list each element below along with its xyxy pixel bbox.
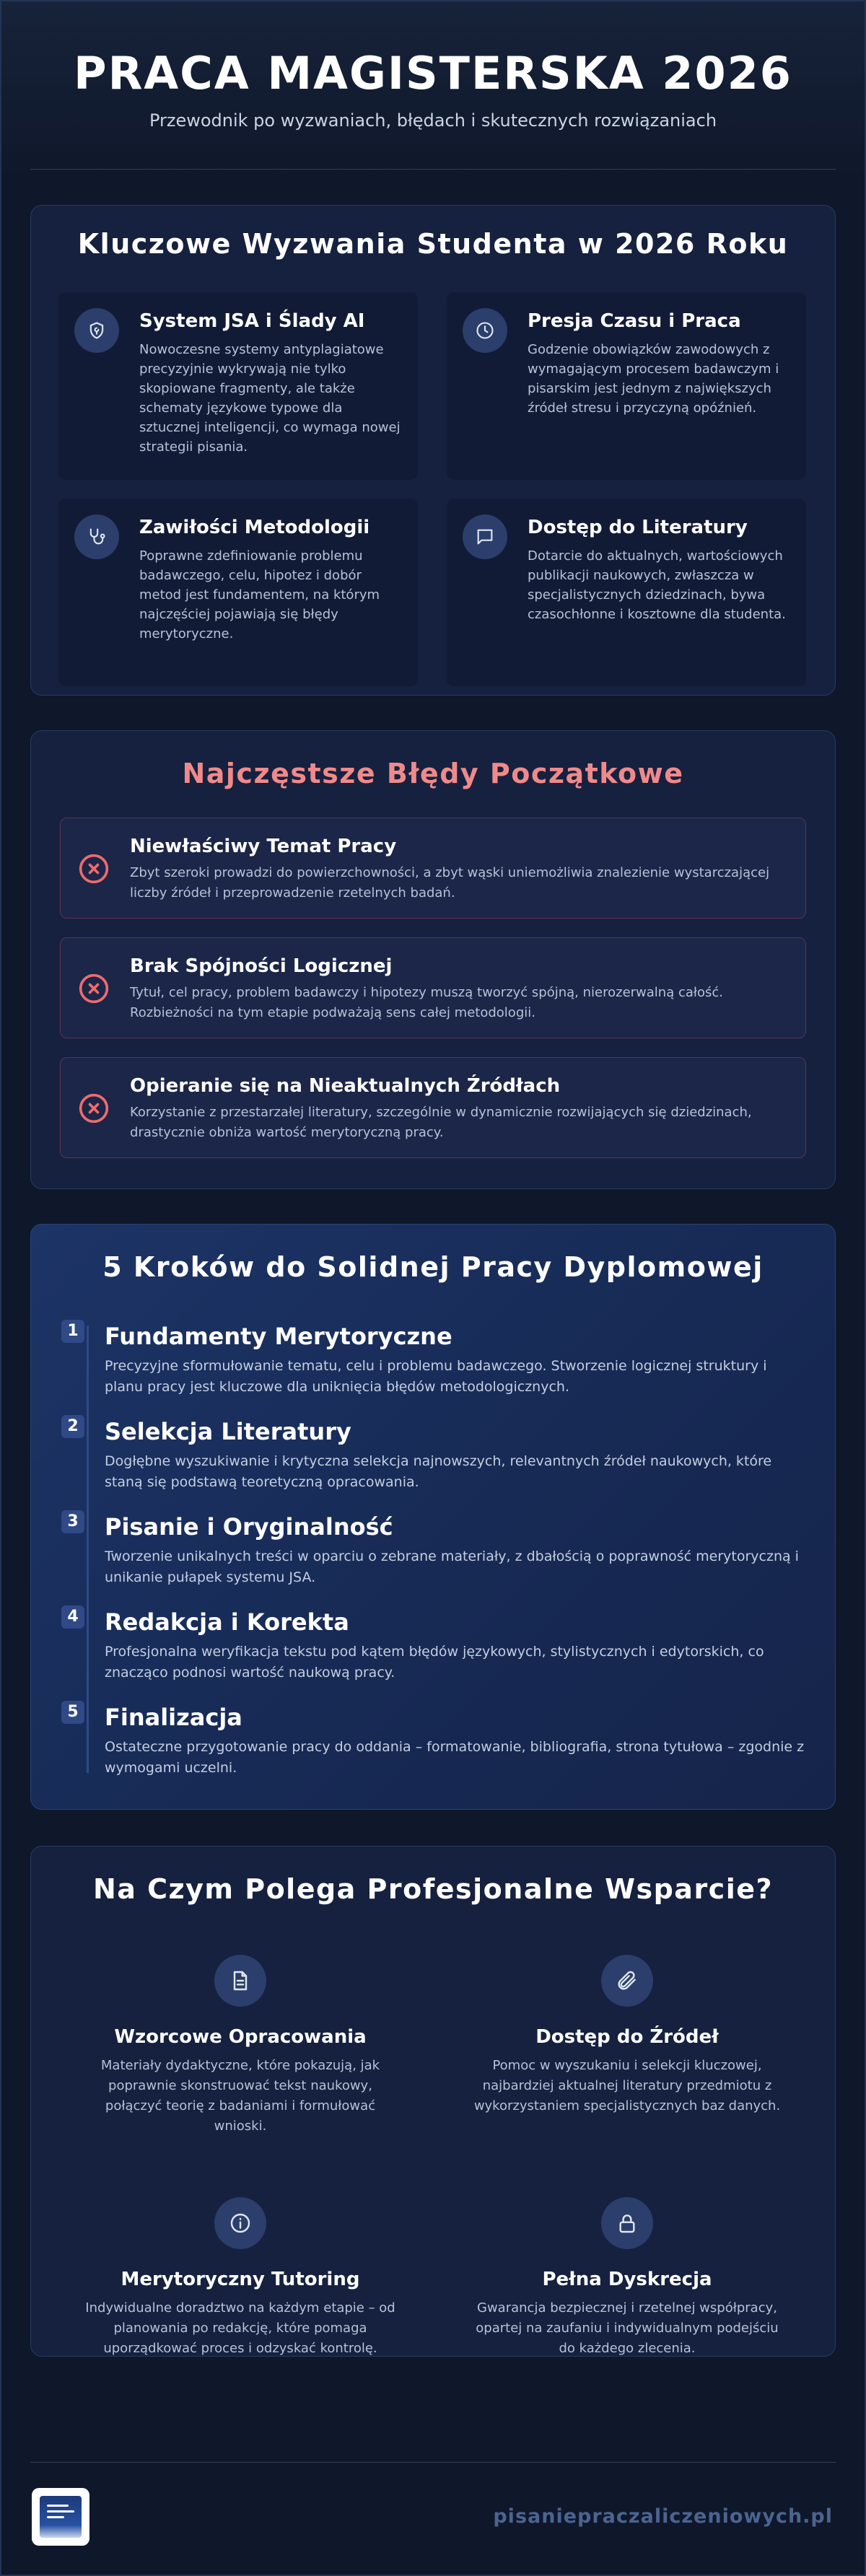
support-card (447, 1955, 808, 2171)
step-text: Dogłębne wyszukiwanie i krytyczna selekcja najnowszych, relevantnych źródeł naukowych, które staną się podstawą teoretyczną opracowania. (105, 1453, 772, 1490)
step-text: Precyzyjne sformułowanie tematu, celu i problemu badawczego. Stworzenie logicznej struktury i planu pracy jest kluczowe dla uniknięcia błędów metodologicznych. (105, 1358, 767, 1395)
step-text: Tworzenie unikalnych treści w oparciu o zebrane materiały, z dbałością o poprawność merytoryczną i unikanie pułapek systemu JSA. (105, 1548, 799, 1585)
page-subtitle: Przewodnik po wyzwaniach, błędach i skutecznych rozwiązaniach (149, 110, 717, 131)
challenge-text: Godzenie obowiązków zawodowych z wymagającym procesem badawczym i pisarskim jest jednym z największych źródeł stresu i przyczyną opóźnień. (528, 342, 779, 416)
mistake-text: Korzystanie z przestarzałej literatury, szczególnie w dynamicznie rozwijających się dziedzinach, drastycznie obniża wartość merytoryczną pracy. (130, 1105, 752, 1140)
mistake-title: Niewłaściwy Temat Pracy (130, 836, 397, 857)
header-divider (30, 169, 836, 170)
support-title: Merytoryczny Tutoring (121, 2269, 360, 2290)
step-title: Fundamenty Merytoryczne (105, 1323, 452, 1350)
step-text: Ostateczne przygotowanie pracy do oddania – formatowanie, bibliografia, strona tytułowa – zgodnie z wymogami uczelni. (105, 1739, 805, 1776)
stethoscope-icon (74, 514, 119, 559)
support-heading: Na Czym Polega Profesjonalne Wsparcie? (92, 1873, 774, 1905)
challenges-heading: Kluczowe Wyzwania Studenta w 2026 Roku (77, 228, 789, 260)
challenge-card (58, 499, 418, 686)
footer-website-link[interactable]: pisaniepraczaliczeniowych.pl (493, 2505, 833, 2528)
support-section (30, 1846, 836, 2357)
mistake-card (60, 937, 806, 1038)
info-icon (214, 2197, 266, 2249)
step-number: 2 (61, 1415, 84, 1438)
support-title: Wzorcowe Opracowania (114, 2026, 367, 2048)
mistake-card (60, 1057, 806, 1158)
mistakes-heading: Najczęstsze Błędy Początkowe (182, 758, 684, 789)
support-text: Materiały dydaktyczne, które pokazują, jak poprawnie skonstruować tekst naukowy, połączyć teorię z badaniami i formułować wnioski. (100, 2058, 380, 2134)
mistake-title: Opieranie się na Nieaktualnych Źródłach (130, 1075, 561, 1097)
shield-icon (74, 308, 119, 353)
step-title: Selekcja Literatury (105, 1418, 351, 1445)
challenge-title: Presja Czasu i Praca (528, 310, 741, 332)
logo-image (40, 2496, 82, 2538)
step-number: 5 (61, 1701, 84, 1724)
x-circle-icon (78, 973, 110, 1004)
step-title: Pisanie i Oryginalność (105, 1513, 393, 1541)
mistake-card (60, 818, 806, 919)
step-number: 1 (61, 1320, 84, 1343)
challenge-title: System JSA i Ślady AI (139, 310, 365, 332)
challenge-text: Poprawne zdefiniowanie problemu badawczego, celu, hipotez i dobór metod jest fundamentem, na którym najczęściej pojawiają się błędy merytoryczne. (139, 548, 380, 641)
mistake-text: Tytuł, cel pracy, problem badawczy i hipotezy muszą tworzyć spójną, nierozerwalną całość. Rozbieżności na tym etapie podważają sens całej metodologii. (130, 985, 724, 1020)
step-title: Redakcja i Korekta (105, 1608, 349, 1636)
document-icon (214, 1955, 266, 2007)
support-text: Pomoc w wyszukaniu i selekcji kluczowej, najbardziej aktualnej literatury przedmiotu z wykorzystaniem specjalistycznych baz danych. (473, 2058, 781, 2113)
challenge-card (447, 292, 806, 480)
steps-heading: 5 Kroków do Solidnej Pracy Dyplomowej (102, 1251, 764, 1283)
header (1, 45, 865, 133)
challenge-title: Zawiłości Metodologii (139, 517, 370, 538)
support-card (447, 2197, 808, 2414)
paperclip-icon (601, 1955, 653, 2007)
support-text: Gwarancja bezpiecznej i rzetelnej współpracy, opartej na zaufaniu i indywidualnym podejściu do każdego zlecenia. (476, 2300, 779, 2356)
step-text: Profesjonalna weryfikacja tekstu pod kątem błędów językowych, stylistycznych i edytorskich, co znacząco podnosi wartość naukową pracy. (105, 1644, 764, 1681)
support-title: Dostęp do Źródeł (535, 2026, 719, 2048)
step-title: Finalizacja (105, 1704, 242, 1731)
challenge-card (447, 499, 806, 686)
challenge-text: Dotarcie do aktualnych, wartościowych publikacji naukowych, zwłaszcza w specjalistycznych dziedzinach, bywa czasochłonne i kosztowne dla studenta. (528, 548, 786, 622)
challenge-card (58, 292, 418, 480)
x-circle-icon (78, 853, 110, 885)
mistakes-section (30, 730, 836, 1189)
step-number: 3 (61, 1510, 84, 1533)
support-card (60, 1955, 421, 2171)
x-circle-icon (78, 1092, 110, 1124)
timeline-line (87, 1326, 89, 1773)
challenge-title: Dostęp do Literatury (528, 517, 748, 538)
clock-icon (463, 308, 507, 353)
step-number: 4 (61, 1605, 84, 1629)
support-title: Pełna Dyskrecja (542, 2269, 712, 2290)
site-logo[interactable] (32, 2488, 89, 2546)
support-card (60, 2197, 421, 2414)
challenges-section (30, 205, 836, 696)
steps-section (30, 1224, 836, 1810)
footer-divider (30, 2462, 836, 2463)
mistake-text: Zbyt szeroki prowadzi do powierzchowności, a zbyt wąski uniemożliwia znalezienie wystarczającej liczby źródeł i przeprowadzenie rzetelnych badań. (130, 865, 770, 901)
challenge-text: Nowoczesne systemy antyplagiatowe precyzyjnie wykrywają nie tylko skopiowane fragmenty, ale także schematy językowe typowe dla sztucznej inteligencji, co wymaga nowej strategii pisania. (139, 342, 401, 455)
mistake-title: Brak Spójności Logicznej (130, 955, 393, 977)
message-icon (463, 514, 507, 559)
lock-icon (601, 2197, 653, 2249)
support-text: Indywidualne doradztwo na każdym etapie – od planowania po redakcję, które pomaga uporządkować proces i odzyskać kontrolę. (85, 2300, 395, 2356)
page-title: PRACA MAGISTERSKA 2026 (74, 47, 792, 100)
